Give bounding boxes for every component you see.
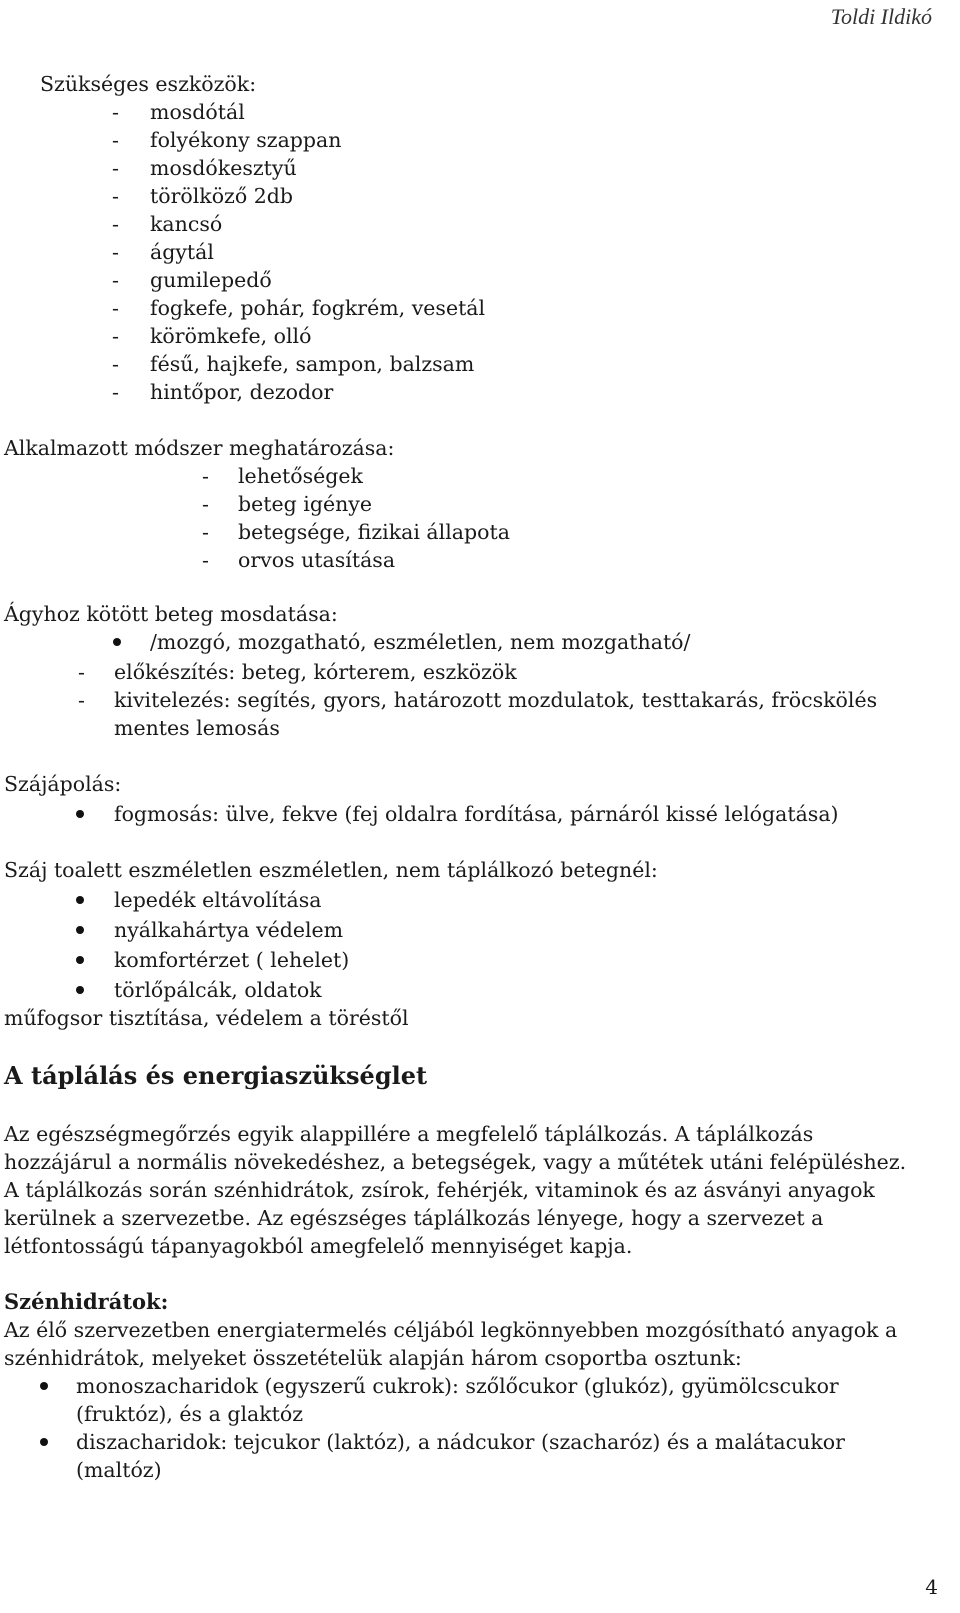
bullet-icon [40,1382,48,1390]
nutrition-heading: A táplálás és energiaszükséglet [4,1061,428,1090]
list-item: lehetőségek [238,464,363,488]
bedwash-exec-line1: kivitelezés: segítés, gyors, határozott mozdulatok, testtakarás, fröcskölés [114,688,878,712]
nutrition-para-line: létfontosságú tápanyagokból amegfelelő mennyiséget kapja. [4,1234,633,1258]
carbs-item2-line1: diszacharidok: tejcukor (laktóz), a nádcukor (szacharóz) és a malátacukor [76,1430,845,1454]
list-item: hintőpor, dezodor [150,380,334,404]
carbs-item2-line2: (maltóz) [76,1458,162,1482]
list-item: törlőpálcák, oldatok [114,978,322,1002]
method-title: Alkalmazott módszer meghatározása: [4,436,395,460]
nutrition-para-line: Az egészségmegőrzés egyik alappillére a megfelelő táplálkozás. A táplálkozás [4,1122,814,1146]
bullet-icon [76,896,84,904]
list-item: betegsége, fizikai állapota [238,520,510,544]
carbs-heading: Szénhidrátok: [4,1289,169,1314]
bedwash-title: Ágyhoz kötött beteg mosdatása: [4,602,338,626]
bedwash-prep: előkészítés: beteg, kórterem, eszközök [114,660,517,684]
nutrition-para-line: kerülnek a szervezetbe. Az egészséges táplálkozás lényege, hogy a szervezet a [4,1206,824,1230]
bullet-icon [76,810,84,818]
bullet-icon [76,956,84,964]
bedwash-bullet: /mozgó, mozgatható, eszméletlen, nem mozgatható/ [150,630,691,654]
bullet-icon [76,986,84,994]
list-item: beteg igénye [238,492,372,516]
nutrition-para-line: A táplálkozás során szénhidrátok, zsírok, fehérjék, vitaminok és az ásványi anyagok [4,1178,875,1202]
list-item: ágytál [150,240,214,264]
mouth-title: Száj toalett eszméletlen eszméletlen, nem táplálkozó betegnél: [4,858,658,882]
list-item: fésű, hajkefe, sampon, balzsam [150,352,475,376]
list-item: mosdótál [150,100,245,124]
list-item: törölköző 2db [150,184,293,208]
dentures-line: műfogsor tisztítása, védelem a töréstől [4,1006,409,1030]
carbs-para-line: Az élő szervezetben energiatermelés céljából legkönnyebben mozgósítható anyagok a [4,1318,898,1342]
list-item: fogkefe, pohár, fogkrém, vesetál [150,296,486,320]
list-item: gumilepedő [150,268,272,292]
oral-title: Szájápolás: [4,772,122,796]
author-name: Toldi Ildikó [830,4,932,29]
list-item: orvos utasítása [238,548,396,572]
tools-title: Szükséges eszközök: [40,72,257,96]
page-number: 4 [925,1575,938,1599]
bullet-icon [113,638,121,646]
bullet-icon [40,1438,48,1446]
list-item: körömkefe, olló [150,324,312,348]
oral-bullet: fogmosás: ülve, fekve (fej oldalra fordítása, párnáról kissé lelógatása) [114,802,839,826]
nutrition-para-line: hozzájárul a normális növekedéshez, a betegségek, vagy a műtétek utáni felépüléshez. [4,1150,907,1174]
list-item: nyálkahártya védelem [114,918,344,942]
carbs-para-line: szénhidrátok, melyeket összetételük alapján három csoportba osztunk: [4,1346,742,1370]
list-item: kancsó [150,212,223,236]
bullet-icon [76,926,84,934]
list-item: mosdókesztyű [150,156,297,180]
list-item: folyékony szappan [150,128,342,152]
list-item: komfortérzet ( lehelet) [114,948,350,972]
list-item: lepedék eltávolítása [114,888,322,912]
bedwash-exec-line2: mentes lemosás [114,716,280,740]
carbs-item1-line2: (fruktóz), és a glaktóz [76,1402,304,1426]
carbs-item1-line1: monoszacharidok (egyszerű cukrok): szőlőcukor (glukóz), gyümölcscukor [76,1374,839,1398]
